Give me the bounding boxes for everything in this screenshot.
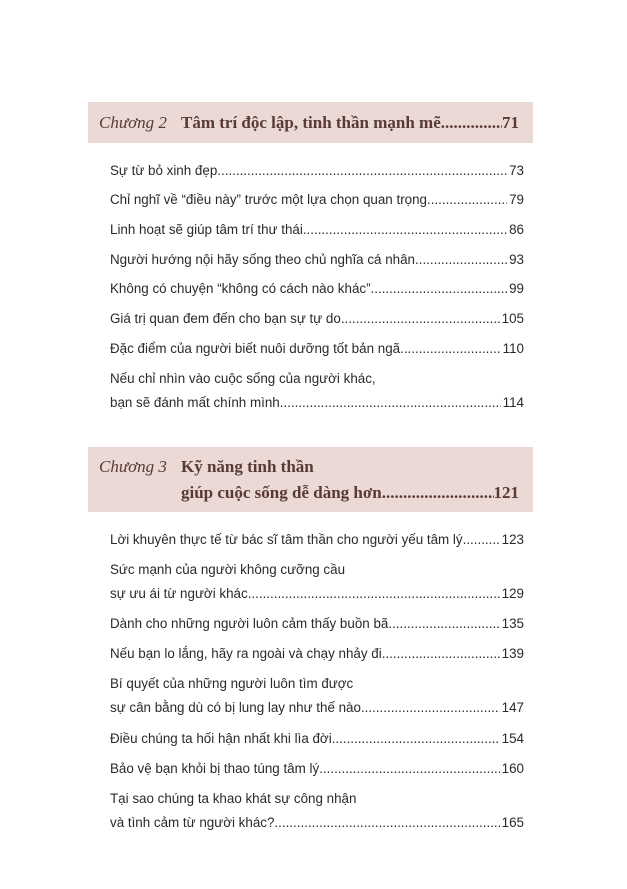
chapter-3-header[interactable] (88, 447, 533, 512)
leader-dots (400, 341, 501, 357)
toc-entry[interactable] (110, 341, 524, 357)
entry-title: Bảo vệ bạn khỏi bị thao túng tâm lý (110, 761, 320, 776)
entry-page: 99 (509, 281, 524, 296)
entry-title: Linh hoạt sẽ giúp tâm trí thư thái (110, 222, 303, 237)
entry-title: Lời khuyên thực tế từ bác sĩ tâm thần cho người yếu tâm lý (110, 532, 463, 547)
entry-title: Không có chuyện “không có cách nào khác” (110, 281, 371, 296)
toc-entry[interactable] (110, 676, 524, 716)
toc-entry[interactable] (110, 731, 524, 747)
entry-page: 93 (509, 252, 524, 267)
entry-page: 135 (501, 616, 524, 631)
entry-title-line1: Tại sao chúng ta khao khát sự công nhận (110, 791, 357, 806)
entry-title: Chỉ nghĩ về “điều này” trước một lựa chọn quan trọng (110, 192, 428, 207)
toc-entry[interactable] (110, 646, 524, 662)
entry-page: 114 (502, 395, 524, 410)
toc-entry[interactable] (110, 791, 524, 831)
leader-dots (441, 111, 502, 135)
leader-dots (382, 646, 500, 662)
entry-page: 79 (509, 192, 524, 207)
entry-page: 147 (501, 700, 524, 715)
chapter-3-number: Chương 3 (99, 457, 167, 476)
entry-page: 105 (501, 311, 524, 326)
leader-dots (371, 281, 508, 297)
leader-dots (248, 586, 500, 602)
leader-dots (427, 192, 507, 208)
chapter-2-title: Tâm trí độc lập, tinh thần mạnh mẽ (181, 113, 441, 132)
toc-entry[interactable] (110, 562, 524, 602)
entry-page: 110 (502, 341, 524, 356)
leader-dots (303, 222, 507, 238)
leader-dots (415, 252, 507, 268)
toc-entry[interactable] (110, 192, 524, 208)
entry-page: 139 (501, 646, 524, 661)
chapter-3-title: giúp cuộc sống dễ dàng hơn (181, 483, 382, 502)
leader-dots (463, 532, 500, 548)
chapter-2-title-line (181, 111, 519, 135)
chapter-2-header[interactable] (88, 102, 533, 143)
leader-dots (217, 163, 507, 179)
toc-entry[interactable] (110, 371, 524, 411)
entry-title: Dành cho những người luôn cảm thấy buồn bã (110, 616, 389, 631)
entry-page: 154 (501, 731, 524, 746)
chapter-3-title-line2 (181, 481, 519, 505)
toc-entry[interactable] (110, 281, 524, 297)
entry-page: 86 (509, 222, 524, 237)
entry-title-line1: Bí quyết của những người luôn tìm được (110, 676, 354, 691)
entry-title: Điều chúng ta hối hận nhất khi lìa đời (110, 731, 332, 746)
leader-dots (332, 731, 500, 747)
chapter-2-page: 71 (502, 113, 519, 132)
toc-entry[interactable] (110, 761, 524, 777)
entry-title-line2: bạn sẽ đánh mất chính mình (110, 395, 280, 410)
entry-title-line2: và tình cảm từ người khác? (110, 815, 275, 830)
entry-title: Nếu bạn lo lắng, hãy ra ngoài và chạy nhảy đi (110, 646, 382, 661)
entry-title: Giá trị quan đem đến cho bạn sự tự do (110, 311, 341, 326)
leader-dots (319, 761, 499, 777)
entry-title-line1: Sức mạnh của người không cưỡng cầu (110, 562, 346, 577)
leader-dots (382, 481, 494, 505)
chapter-2-number: Chương 2 (99, 113, 167, 132)
entry-title: Sự từ bỏ xinh đẹp (110, 163, 218, 178)
entry-title-line1: Nếu chỉ nhìn vào cuộc sống của người khác, (110, 371, 376, 386)
toc-entry[interactable] (110, 311, 524, 327)
entry-page: 73 (509, 163, 524, 178)
toc-entry[interactable] (110, 252, 524, 268)
entry-page: 123 (501, 532, 524, 547)
chapter-3-page: 121 (493, 483, 519, 502)
toc-entry[interactable] (110, 163, 524, 179)
entry-title-line2: sự cân bằng dù có bị lung lay như thế nào (110, 700, 361, 715)
entry-page: 160 (501, 761, 524, 776)
entry-title: Người hướng nội hãy sống theo chủ nghĩa cá nhân (110, 252, 415, 267)
entry-page: 165 (501, 815, 524, 830)
chapter-3-title-line1: Kỹ năng tinh thần (181, 457, 314, 476)
leader-dots (361, 700, 500, 716)
toc-entry[interactable] (110, 222, 524, 238)
toc-entry[interactable] (110, 616, 524, 632)
leader-dots (280, 395, 501, 411)
entry-title: Đặc điểm của người biết nuôi dưỡng tốt bản ngã (110, 341, 401, 356)
leader-dots (388, 616, 499, 632)
leader-dots (341, 311, 500, 327)
entry-page: 129 (501, 586, 524, 601)
entry-title-line2: sự ưu ái từ người khác (110, 586, 248, 601)
leader-dots (274, 815, 499, 831)
toc-entry[interactable] (110, 532, 524, 548)
